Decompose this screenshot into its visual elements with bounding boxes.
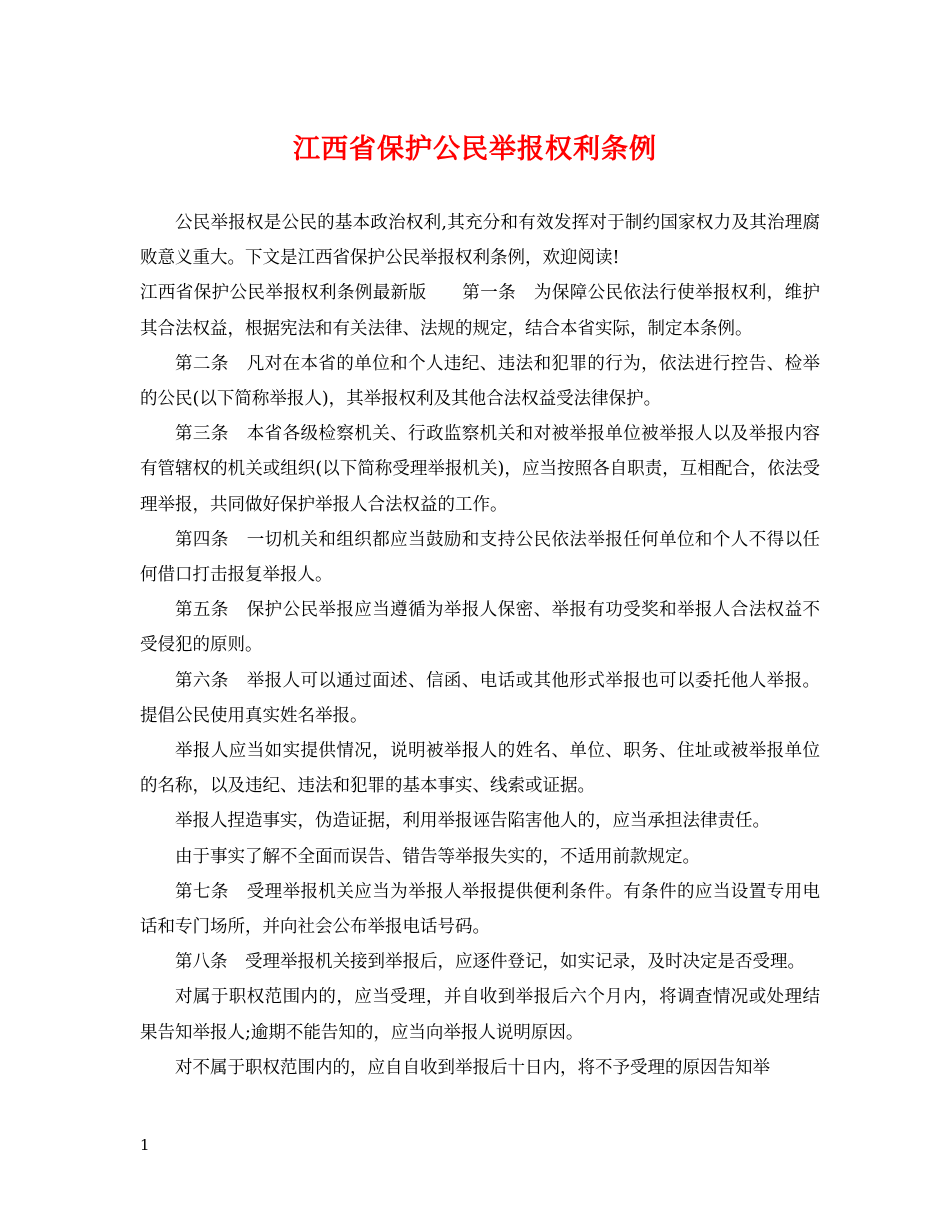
paragraph-article-8: 第八条 受理举报机关接到举报后，应逐件登记，如实记录，及时决定是否受理。	[175, 952, 805, 973]
paragraph-article-8-clause-3: 对不属于职权范围内的，应自自收到举报后十日内，将不予受理的原因告知举	[175, 1057, 770, 1078]
paragraph-article-7: 第七条 受理举报机关应当为举报人举报提供便利条件。有条件的应当设置专用电话和专门场所，并向社会公布举报电话号码。	[140, 881, 820, 938]
paragraph-article-4: 第四条 一切机关和组织都应当鼓励和支持公民依法举报任何单位和个人不得以任何借口打击报复举报人。	[140, 529, 820, 586]
document-body	[140, 206, 820, 1086]
paragraph-article-6-clause-2: 举报人应当如实提供情况，说明被举报人的姓名、单位、职务、住址或被举报单位的名称，以及违纪、违法和犯罪的基本事实、线索或证据。	[140, 741, 820, 797]
document-title: 江西省保护公民举报权利条例	[293, 134, 657, 165]
paragraph-article-1: 江西省保护公民举报权利条例最新版 第一条 为保障公民依法行使举报权利，维护其合法权益，根据宪法和有关法律、法规的规定，结合本省实际，制定本条例。	[140, 283, 820, 339]
paragraph-article-6-clause-4: 由于事实了解不全面而误告、错告等举报失实的，不适用前款规定。	[175, 846, 700, 867]
paragraph-article-6-clause-3: 举报人捏造事实，伪造证据，利用举报诬告陷害他人的，应当承担法律责任。	[175, 811, 770, 832]
paragraph-article-3: 第三条 本省各级检察机关、行政监察机关和对被举报单位被举报人以及举报内容有管辖权的机关或组织(以下简称受理举报机关)，应当按照各自职责，互相配合，依法受理举报，共同做好保护举报人合法权益的工作。	[140, 424, 820, 515]
page-number: 1	[140, 1136, 150, 1154]
paragraph-intro: 公民举报权是公民的基本政治权利,其充分和有效发挥对于制约国家权力及其治理腐败意义重大。下文是江西省保护公民举报权利条例，欢迎阅读!	[140, 213, 820, 269]
paragraph-article-6: 第六条 举报人可以通过面述、信函、电话或其他形式举报也可以委托他人举报。提倡公民使用真实姓名举报。	[140, 670, 820, 726]
paragraph-article-8-clause-2: 对属于职权范围内的，应当受理，并自收到举报后六个月内，将调查情况或处理结果告知举报人;逾期不能告知的，应当向举报人说明原因。	[140, 987, 820, 1043]
paragraph-article-2: 第二条 凡对在本省的单位和个人违纪、违法和犯罪的行为，依法进行控告、检举的公民(以下简称举报人)，其举报权利及其他合法权益受法律保护。	[140, 353, 820, 410]
paragraph-article-5: 第五条 保护公民举报应当遵循为举报人保密、举报有功受奖和举报人合法权益不受侵犯的原则。	[140, 600, 820, 656]
